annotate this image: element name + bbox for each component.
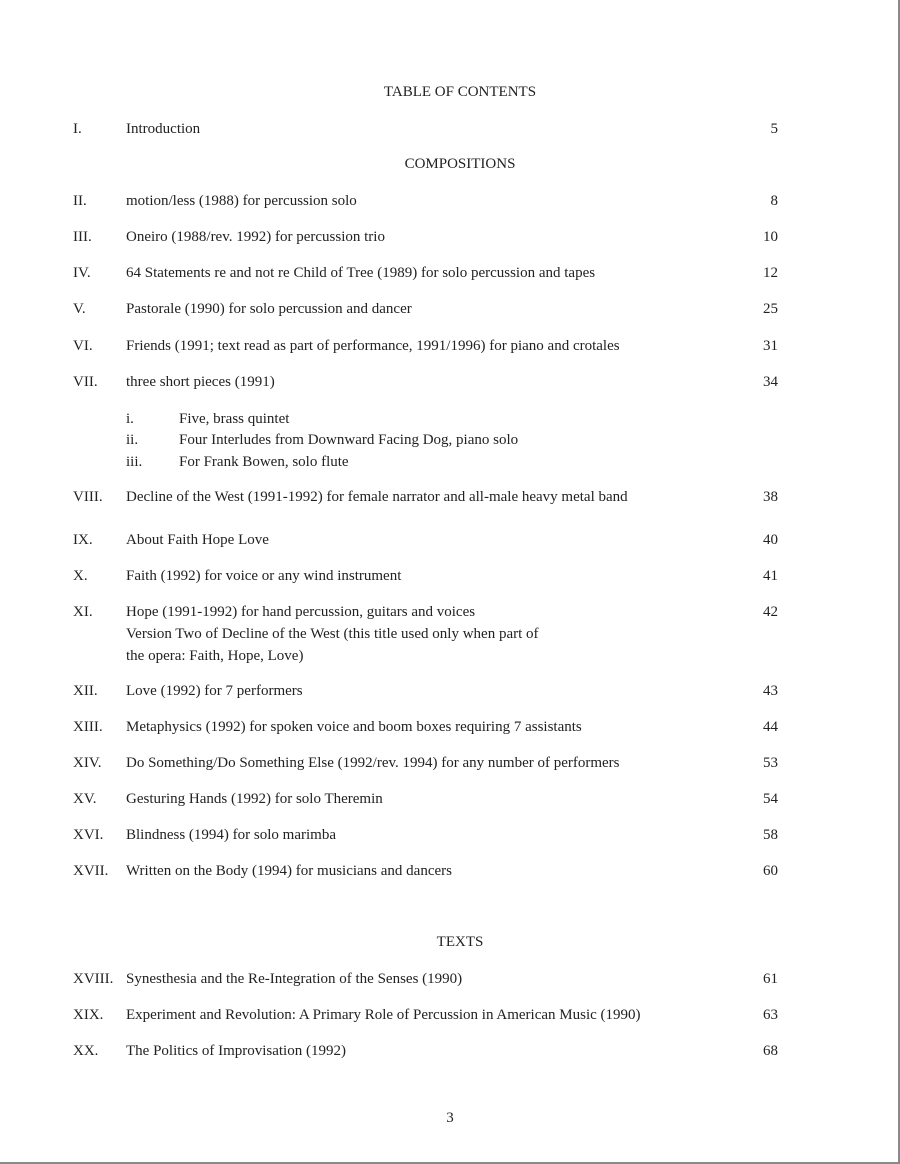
texts-heading: TEXTS — [436, 934, 484, 950]
entry-number: VIII. — [73, 489, 103, 505]
entry-title — [126, 788, 383, 810]
page-number: 3 — [446, 1110, 454, 1126]
entry-title-line: Gesturing Hands (1992) for solo Theremin — [126, 791, 383, 807]
entry-page: 5 — [770, 121, 778, 137]
entry-title — [126, 298, 412, 320]
entry-title — [126, 486, 628, 508]
entry-title-line: Hope (1991-1992) for hand percussion, guitars and voices — [126, 604, 476, 620]
entry-number: XIX. — [73, 1007, 104, 1023]
entry-title — [126, 565, 401, 587]
entry-title-line: Friends (1991; text read as part of performance, 1991/1996) for piano and crotales — [126, 338, 620, 354]
entry-number: VII. — [73, 374, 98, 390]
entry-page: 38 — [763, 489, 778, 505]
entry-title — [126, 190, 357, 212]
entry-page: 44 — [763, 719, 778, 735]
sub-entry-text: For Frank Bowen, solo flute — [179, 454, 349, 470]
entry-page: 41 — [763, 568, 778, 584]
entry-number: XIV. — [73, 755, 102, 771]
entry-title-line: Oneiro (1988/rev. 1992) for percussion trio — [126, 229, 385, 245]
sub-entry-number: iii. — [126, 454, 143, 470]
entry-title-line: Blindness (1994) for solo marimba — [126, 827, 336, 843]
entry-number: XV. — [73, 791, 97, 807]
entry-page: 61 — [763, 971, 778, 987]
entry-title-line: Metaphysics (1992) for spoken voice and boom boxes requiring 7 assistants — [126, 719, 582, 735]
entry-title-line: Pastorale (1990) for solo percussion and dancer — [126, 301, 412, 317]
entry-number: XII. — [73, 683, 98, 699]
entry-title-line: Synesthesia and the Re-Integration of the Senses (1990) — [126, 971, 463, 987]
entry-page: 34 — [763, 374, 778, 390]
entry-title — [126, 824, 336, 846]
entry-number: XVIII. — [73, 971, 114, 987]
entry-title — [126, 1004, 641, 1026]
entry-number: X. — [73, 568, 88, 584]
entry-page: 42 — [763, 604, 778, 620]
sub-entry-text: Four Interludes from Downward Facing Dog, piano solo — [179, 432, 519, 448]
entry-title-line: the opera: Faith, Hope, Love) — [126, 648, 304, 664]
entry-number: V. — [73, 301, 86, 317]
entry-number: IV. — [73, 265, 91, 281]
entry-page: 43 — [763, 683, 778, 699]
entry-page: 40 — [763, 532, 778, 548]
entry-title-line: Do Something/Do Something Else (1992/rev. 1994) for any number of performers — [126, 755, 620, 771]
entry-title — [126, 716, 582, 738]
entry-title-line: 64 Statements re and not re Child of Tree (1989) for solo percussion and tapes — [126, 265, 596, 281]
entry-number: XVI. — [73, 827, 104, 843]
entry-number: IX. — [73, 532, 93, 548]
entry-title — [126, 226, 385, 248]
entry-title: Introduction — [126, 121, 201, 137]
entry-title — [126, 371, 275, 393]
entry-page: 60 — [763, 863, 778, 879]
entry-title-line: Experiment and Revolution: A Primary Role of Percussion in American Music (1990) — [126, 1007, 641, 1023]
entry-page: 63 — [763, 1007, 778, 1023]
entry-page: 53 — [763, 755, 778, 771]
entry-number: XX. — [73, 1043, 99, 1059]
entry-title-line: Version Two of Decline of the West (this title used only when part of — [126, 626, 539, 642]
entry-page: 54 — [763, 791, 778, 807]
entry-title-line: Love (1992) for 7 performers — [126, 683, 303, 699]
entry-page: 25 — [763, 301, 778, 317]
entry-title — [126, 968, 462, 990]
entry-number: XVII. — [73, 863, 109, 879]
entry-page: 31 — [763, 338, 778, 354]
sub-entry-number: i. — [126, 411, 134, 427]
entry-title — [126, 860, 452, 882]
entry-title-line: About Faith Hope Love — [126, 532, 269, 548]
entry-number: VI. — [73, 338, 93, 354]
entry-number: XIII. — [73, 719, 103, 735]
entry-number: III. — [73, 229, 92, 245]
entry-number: I. — [73, 121, 82, 137]
entry-title — [126, 335, 620, 357]
entry-title — [126, 680, 303, 702]
entry-title-line: The Politics of Improvisation (1992) — [126, 1043, 346, 1059]
sub-entry-number: ii. — [126, 432, 139, 448]
entry-title — [126, 1040, 346, 1062]
entry-title-line: motion/less (1988) for percussion solo — [126, 193, 357, 209]
entry-page: 8 — [770, 193, 778, 209]
entry-title — [126, 262, 595, 284]
entry-title-line: Faith (1992) for voice or any wind instrument — [126, 568, 402, 584]
sub-entry-text: Five, brass quintet — [179, 411, 290, 427]
entry-title — [126, 752, 620, 774]
entry-number: II. — [73, 193, 87, 209]
entry-title-line: three short pieces (1991) — [126, 374, 275, 390]
entry-title — [126, 529, 269, 551]
entry-title — [126, 601, 539, 667]
entry-page: 10 — [763, 229, 778, 245]
entry-number: XI. — [73, 604, 93, 620]
entry-page: 68 — [763, 1043, 778, 1059]
entry-title-line: Decline of the West (1991-1992) for female narrator and all-male heavy metal band — [126, 489, 628, 505]
compositions-heading: COMPOSITIONS — [404, 156, 516, 172]
entry-page: 12 — [763, 265, 778, 281]
toc-heading: TABLE OF CONTENTS — [383, 84, 537, 100]
entry-title-line: Written on the Body (1994) for musicians and dancers — [126, 863, 452, 879]
entry-page: 58 — [763, 827, 778, 843]
